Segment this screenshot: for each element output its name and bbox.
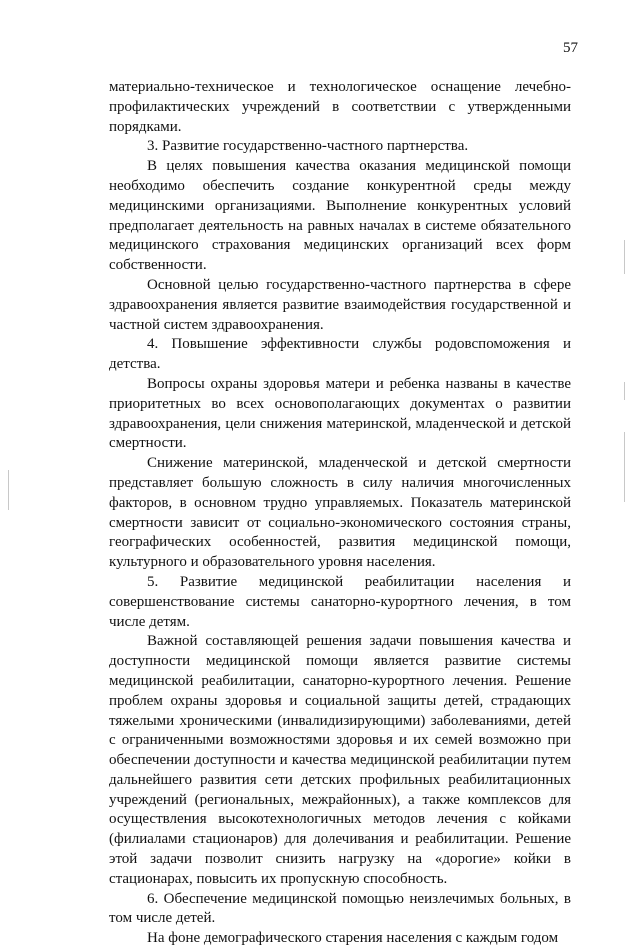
paragraph: На фоне демографического старения населения с каждым годом (147, 930, 559, 947)
paragraph: материально-техническое и технологическое оснащение лечебно-профилактических учреждений в соответствии с утвержденными порядками. (109, 79, 571, 135)
paragraph: Снижение материнской, младенческой и детской смертности представляет большую сложность в силу наличия многочисленных факторов, в основном трудно управляемых. Показатель материнской смертности зависит от социально-экономического состояния страны, географических особенностей, развития медицинской помощи, культурного и образовательного уровня населения. (109, 455, 571, 571)
paragraph: Основной целью государственно-частного партнерства в сфере здравоохранения является развитие взаимодействия государственной и частной систем здравоохранения. (109, 276, 571, 333)
scan-mark (8, 470, 9, 510)
page-number: 57 (563, 40, 578, 56)
paragraph: Важной составляющей решения задачи повышения качества и доступности медицинской помощи является развитие системы медицинской реабилитации, санаторно-курортного лечения. Решение проблем охраны здоровья и социальной защиты детей, страдающих тяжелыми хроническими (инвалидизирующими) заболеваниями, детей с ограниченными возможностями здоровья и их семей возможно при обеспечении доступности и качества медицинской реабилитации путем дальнейшего развития сети детских профильных реабилитационных учреждений (региональных, межрайонных), а также комплексов для осуществления высокотехнологичных методов лечения с койками (филиалами стационаров) для долечивания и реабилитации. Решение этой задачи позволит снизить нагрузку на «дорогие» койки в стационарах, повысить их пропускную способность. (109, 633, 571, 887)
section-heading-6: 6. Обеспечение медицинской помощью неизлечимых больных, в том числе детей. (109, 890, 571, 927)
paragraph: В целях повышения качества оказания медицинской помощи необходимо обеспечить создание конкурентной среды между медицинскими организациями. Выполнение конкурентных условий предполагает деятельность на равных началах в системе обязательного медицинского страхования медицинских организаций всех форм собственности. (109, 158, 571, 274)
scan-mark (624, 240, 625, 274)
scan-mark (624, 382, 625, 400)
section-heading-3: 3. Развитие государственно-частного партнерства. (147, 138, 469, 155)
document-body (109, 78, 571, 949)
scan-mark (624, 432, 625, 502)
section-heading-5: 5. Развитие медицинской реабилитации населения и совершенствование системы санаторно-курортного лечения, в том числе детям. (109, 573, 571, 630)
paragraph: Вопросы охраны здоровья матери и ребенка названы в качестве приоритетных во всех основополагающих документах о развитии здравоохранения, цели снижения материнской, младенческой и детской смертности. (109, 375, 571, 452)
section-heading-4: 4. Повышение эффективности службы родовспоможения и детства. (109, 336, 571, 373)
